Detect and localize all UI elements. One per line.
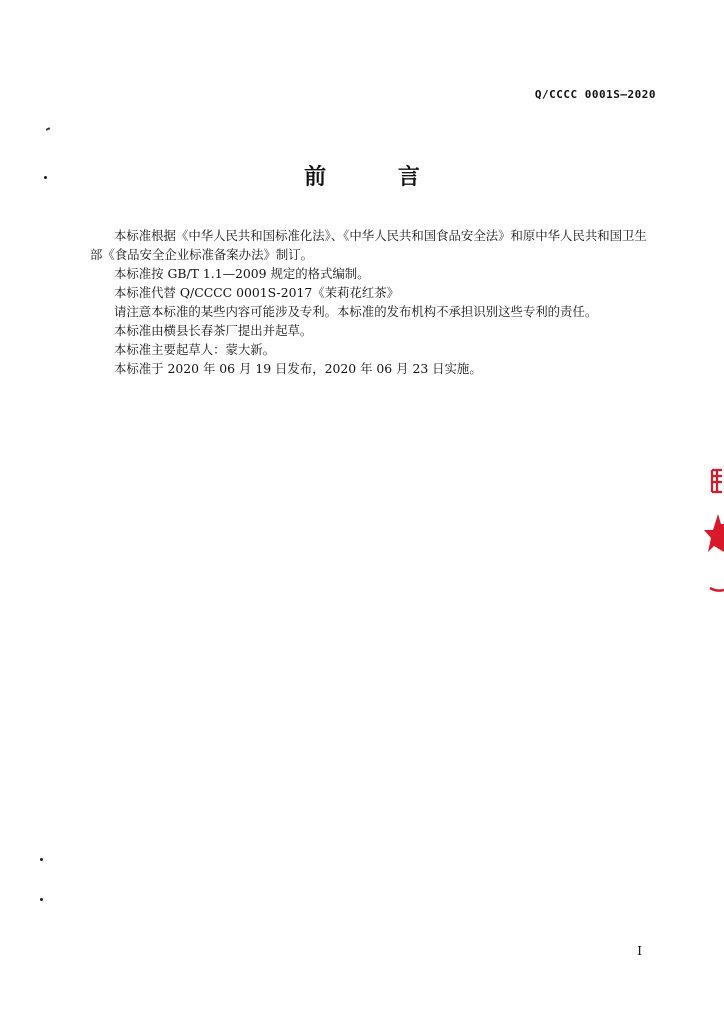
page-title: 前 言: [304, 164, 452, 190]
paragraph-6: 本标准主要起草人：蒙大新。: [114, 342, 276, 357]
paragraph-5: 本标准由横县长春茶厂提出并起草。: [114, 323, 313, 338]
paragraph-1: 本标准根据《中华人民共和国标准化法》、《中华人民共和国食品安全法》和原中华人民共和国卫生: [114, 228, 647, 243]
paragraph-2: 本标准按 GB/T 1.1—2009 规定的格式编制。: [114, 266, 370, 281]
paragraph-7: 本标准于 2020 年 06 月 19 日发布，2020 年 06 月 23 日实施。: [114, 361, 482, 376]
standard-code: Q/CCCC 0001S—2020: [534, 88, 656, 101]
scan-mark: [46, 127, 50, 131]
binding-hole-dot: [40, 898, 43, 901]
paragraph-3: 本标准代替 Q/CCCC 0001S-2017《茉莉花红茶》: [114, 285, 400, 300]
binding-hole-dot: [40, 858, 43, 861]
paragraph-1-continued: 部《食品安全企业标准备案办法》制订。: [90, 247, 314, 262]
page-number: I: [637, 944, 642, 958]
paragraph-4: 请注意本标准的某些内容可能涉及专利。本标准的发布机构不承担识别这些专利的责任。: [114, 304, 598, 319]
preface-body: [90, 226, 682, 378]
red-seal-fragment: [702, 462, 724, 610]
